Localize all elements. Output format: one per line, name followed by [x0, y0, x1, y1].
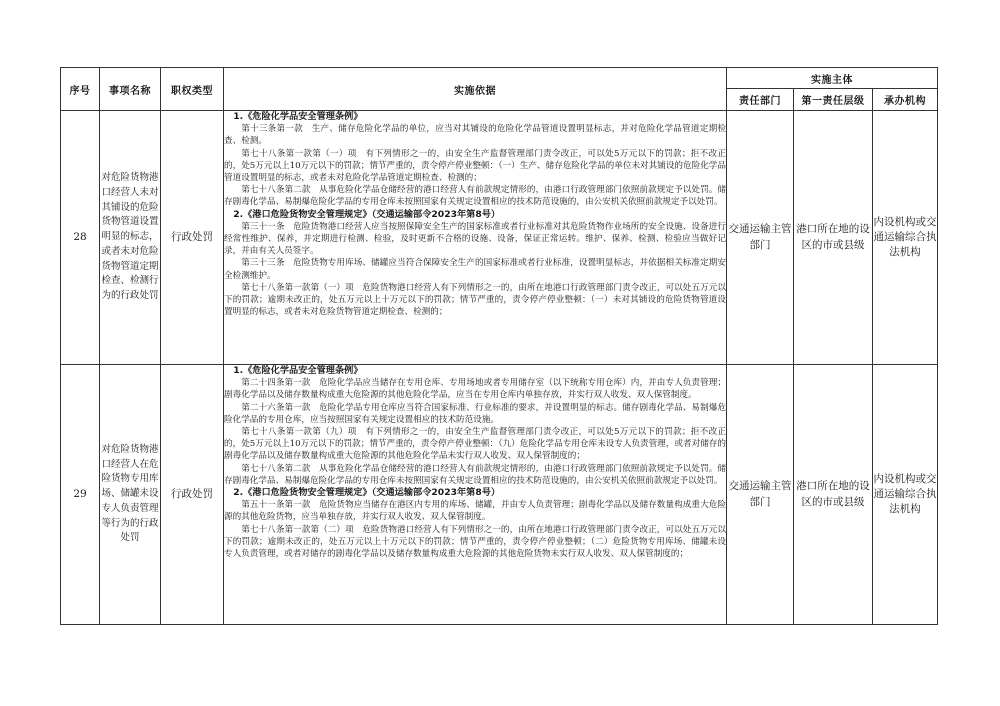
basis-source-title: 1.《危险化学品安全管理条例》 [233, 111, 363, 122]
header-item-name: 事项名称 [100, 68, 161, 111]
basis-clause: 第五十一条第一款 危险货物应当储存在港区内专用的库场、储罐，并由专人负责管理；剧毒化学品以及储存数量构成重大危险源的其他危险货物，应当单独存放，并实行双人收发、双人保管制度。 [224, 500, 726, 523]
basis-clause: 第三十三条 危险货物专用库场、储罐应当符合保障安全生产的国家标准或者行业标准，设置明显标志，并依据相关标准定期安全检测维护。 [224, 258, 726, 281]
header-level: 第一责任层级 [794, 89, 873, 111]
row-power-type: 行政处罚 [161, 365, 224, 625]
row-item-name: 对危险货物港口经营人在危险货物专用库场、储罐未设专人负责管理等行为的行政处罚 [100, 365, 161, 625]
row-dept: 交通运输主管部门 [727, 111, 794, 365]
basis-source-title: 2.《港口危险货物安全管理规定》（交通运输部令2023年第8号） [233, 208, 501, 220]
row-item-name: 对危险货物港口经营人未对其铺设的危险货物管道设置明显的标志，或者未对危险货物管道定期检查、检测行为的行政处罚 [100, 111, 161, 365]
basis-clause: 第七十八条第一款第（二）项 危险货物港口经营人有下列情形之一的，由所在地港口行政管理部门责令改正，可以处五万元以下的罚款；逾期未改正的，处五万元以上十万元以下的罚款；情节严重的，责令停产停业整顿；（二）危险货物专用库场、储罐未设专人负责管理，或者对储存的剧毒化学品以及储存数量构成重大危险源的其他危险货物未实行双人收发、双人保管制度的； [224, 524, 726, 560]
header-seq: 序号 [61, 68, 100, 111]
table-row [61, 365, 938, 625]
row-seq: 29 [61, 365, 100, 625]
header-power-type: 职权类型 [161, 68, 224, 111]
basis-clause: 第七十八条第一款第（九）项 有下列情形之一的，由安全生产监督管理部门责令改正，可以处5万元以下的罚款；拒不改正的，处5万元以上10万元以下的罚款；情节严重的，责令停产停业整顿：（九）危险化学品专用仓库未设专人负责管理，或者对储存的剧毒化学品以及储存数量构成重大危险源的其他危险化学品未实行双人收发、双人保管制度的； [224, 427, 726, 462]
enforcement-table [60, 67, 938, 625]
basis-clause: 第十三条第一款 生产、储存危险化学品的单位，应当对其铺设的危险化学品管道设置明显标志，并对危险化学品管道定期检查、检测。 [224, 124, 726, 147]
row-agency: 内设机构或交通运输综合执法机构 [873, 365, 938, 625]
basis-clause: 第七十八条第一款第（一）项 危险货物港口经营人有下列情形之一的，由所在地港口行政管理部门责令改正，可以处五万元以下的罚款；逾期未改正的，处五万元以上十万元以下的罚款；情节严重的，责令停产停业整顿：（一）未对其铺设的危险货物管道设置明显的标志，或者未对危险货物管道定期检查、检测的； [224, 282, 726, 318]
header-agency: 承办机构 [873, 89, 938, 111]
header-subject: 实施主体 [727, 68, 938, 89]
header-dept: 责任部门 [727, 89, 794, 111]
basis-clause: 第二十六条第一款 危险化学品专用仓库应当符合国家标准、行业标准的要求，并设置明显的标志。储存剧毒化学品、易制爆危险化学品的专用仓库，应当按照国家有关规定设置相应的技术防范设施。 [224, 402, 726, 425]
basis-clause: 第七十八条第二款 从事危险化学品仓储经营的港口经营人有前款规定情形的，由港口行政管理部门依照前款规定予以处罚。储存剧毒化学品、易制爆危险化学品的专用仓库未按照国家有关规定设置相应的技术防范设施的，由公安机关依照前款规定予以处罚。 [224, 185, 726, 208]
row-level: 港口所在地的设区的市或县级 [794, 365, 873, 625]
row-power-type: 行政处罚 [161, 111, 224, 365]
row-dept: 交通运输主管部门 [727, 365, 794, 625]
row-basis [224, 365, 727, 625]
row-level: 港口所在地的设区的市或县级 [794, 111, 873, 365]
basis-clause: 第二十四条第一款 危险化学品应当储存在专用仓库、专用场地或者专用储存室（以下统称专用仓库）内，并由专人负责管理；剧毒化学品以及储存数量构成重大危险源的其他危险化学品，应当在专用仓库内单独存放，并实行双人收发、双人保管制度。 [224, 378, 726, 401]
row-agency: 内设机构或交通运输综合执法机构 [873, 111, 938, 365]
basis-clause: 第七十八条第一款第（一）项 有下列情形之一的，由安全生产监督管理部门责令改正，可以处5万元以下的罚款；拒不改正的，处5万元以上10万元以下的罚款；情节严重的，责令停产停业整顿：（一）生产、储存危险化学品的单位未对其铺设的危险化学品管道设置明显的标志，或者未对危险化学品管道定期检查、检测的； [224, 148, 726, 184]
row-basis [224, 111, 727, 365]
basis-clause: 第三十一条 危险货物港口经营人应当按照保障安全生产的国家标准或者行业标准对其危险货物作业场所的安全设施、设备进行经常性维护、保养，并定期进行检测、检验，及时更新不合格的设施、设备，保证正常运转。维护、保养、检测、检验应当做好记录，并由有关人员签字。 [224, 221, 726, 257]
basis-source-title: 1.《危险化学品安全管理条例》 [233, 365, 363, 376]
header-basis: 实施依据 [224, 68, 727, 111]
row-seq: 28 [61, 111, 100, 365]
table-row [61, 111, 938, 365]
basis-source-title: 2.《港口危险货物安全管理规定》（交通运输部令2023年第8号） [233, 487, 501, 499]
basis-clause: 第七十八条第二款 从事危险化学品仓储经营的港口经营人有前款规定情形的，由港口行政管理部门依照前款规定予以处罚。储存剧毒化学品、易制爆危险化学品的专用仓库未按照国家有关规定设置相应的技术防范设施的，由公安机关依照前款规定予以处罚。 [224, 463, 726, 486]
